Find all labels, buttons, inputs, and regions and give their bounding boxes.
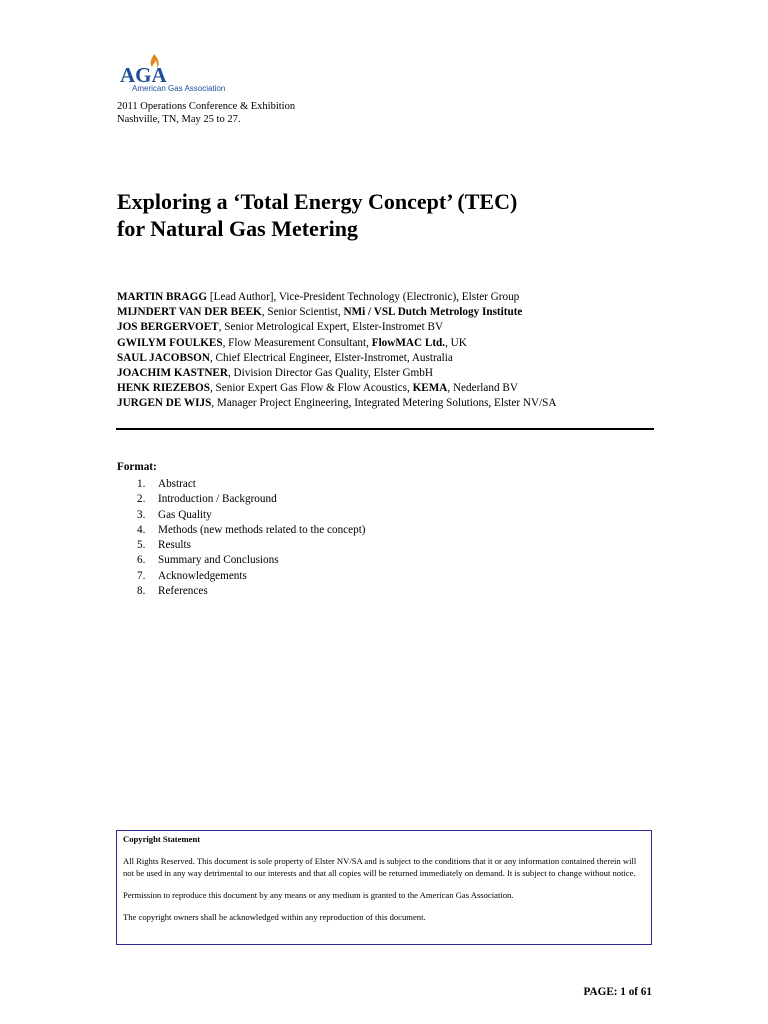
author-role: , Division Director Gas Quality, Elster GmbH [227, 367, 433, 380]
author-name: MIJNDERT VAN DER BEEK [117, 306, 262, 319]
author-role: , Senior Scientist, [261, 306, 344, 319]
author-name: JOS BERGERVOET [117, 321, 219, 334]
author-org: KEMA [412, 382, 448, 395]
author-role: , Chief Electrical Engineer, Elster-Instromet, Australia [209, 351, 453, 364]
author-name: JURGEN DE WIJS [117, 397, 212, 410]
author-line [117, 396, 556, 411]
conference-info [117, 100, 295, 126]
format-item [117, 492, 366, 507]
author-line [117, 290, 556, 305]
author-line [117, 320, 556, 335]
format-item [117, 553, 366, 568]
format-item-number: 5. [137, 539, 146, 552]
aga-logo [116, 52, 266, 94]
format-item-label: Acknowledgements [158, 569, 247, 582]
conference-location: Nashville, TN, May 25 to 27. [117, 114, 241, 125]
author-list [117, 290, 556, 412]
copyright-permission-paragraph: Permission to reproduce this document by any means or any medium is granted to the American Gas Association. [123, 890, 514, 900]
format-item [117, 569, 366, 584]
copyright-box [116, 830, 652, 945]
author-suffix: , Nederland BV [447, 382, 518, 395]
author-name: SAUL JACOBSON [117, 351, 210, 364]
author-line [117, 381, 556, 396]
format-item-number: 3. [137, 508, 146, 521]
conference-name: 2011 Operations Conference & Exhibition [117, 101, 296, 112]
horizontal-rule [116, 428, 654, 430]
author-role: , Manager Project Engineering, Integrated Metering Solutions, Elster NV/SA [211, 397, 557, 410]
format-item-number: 7. [137, 569, 146, 582]
format-item-label: Introduction / Background [158, 493, 277, 506]
format-item-number: 4. [137, 523, 146, 536]
author-line [117, 366, 556, 381]
copyright-rights-paragraph: All Rights Reserved. This document is sole property of Elster NV/SA and is subject to the conditions that it or any information contained therein will not be used in any way detrimental to our interests and that all copies will be returned immediately on demand. It is subject to change without notice. [123, 856, 637, 878]
format-list [117, 477, 366, 599]
author-line [117, 351, 556, 366]
format-item [117, 584, 366, 599]
author-line [117, 336, 556, 351]
format-item-label: Results [158, 539, 191, 552]
author-role: , Flow Measurement Consultant, [222, 336, 372, 349]
author-name: HENK RIEZEBOS [117, 382, 210, 395]
author-role: , Senior Expert Gas Flow & Flow Acoustics, [209, 382, 413, 395]
format-item-number: 8. [137, 585, 146, 598]
format-item [117, 477, 366, 492]
author-name: MARTIN BRAGG [117, 291, 208, 303]
format-item-label: Gas Quality [158, 508, 212, 521]
author-line [117, 305, 556, 320]
document-title [117, 188, 517, 242]
copyright-acknowledgement-paragraph: The copyright owners shall be acknowledged within any reproduction of this document. [123, 912, 426, 922]
page-number: PAGE: 1 of 61 [583, 986, 652, 998]
format-heading: Format: [117, 461, 157, 473]
title-line-1: Exploring a ‘Total Energy Concept’ (TEC) [117, 189, 518, 214]
format-item-number: 1. [137, 478, 146, 490]
copyright-heading: Copyright Statement [123, 834, 201, 844]
format-item-number: 6. [137, 554, 146, 567]
format-item-label: Methods (new methods related to the concept) [158, 523, 366, 536]
author-org: NMi / VSL Dutch Metrology Institute [343, 306, 523, 319]
format-item [117, 508, 366, 523]
svg-text:American Gas Association: American Gas Association [132, 84, 226, 93]
author-name: JOACHIM KASTNER [117, 367, 228, 380]
author-name: GWILYM FOULKES [117, 336, 223, 349]
author-role: [Lead Author], Vice-President Technology (Electronic), Elster Group [207, 291, 520, 303]
format-item-label: Abstract [158, 478, 196, 490]
format-item-label: References [158, 585, 208, 598]
format-item [117, 523, 366, 538]
author-suffix: , UK [445, 336, 467, 349]
author-org: FlowMAC Ltd. [371, 336, 446, 349]
format-item-label: Summary and Conclusions [158, 554, 279, 567]
author-role: , Senior Metrological Expert, Elster-Instromet BV [218, 321, 444, 334]
svg-text:AGA: AGA [120, 63, 167, 87]
title-line-2: for Natural Gas Metering [117, 216, 358, 241]
format-item-number: 2. [137, 493, 146, 506]
format-item [117, 538, 366, 553]
